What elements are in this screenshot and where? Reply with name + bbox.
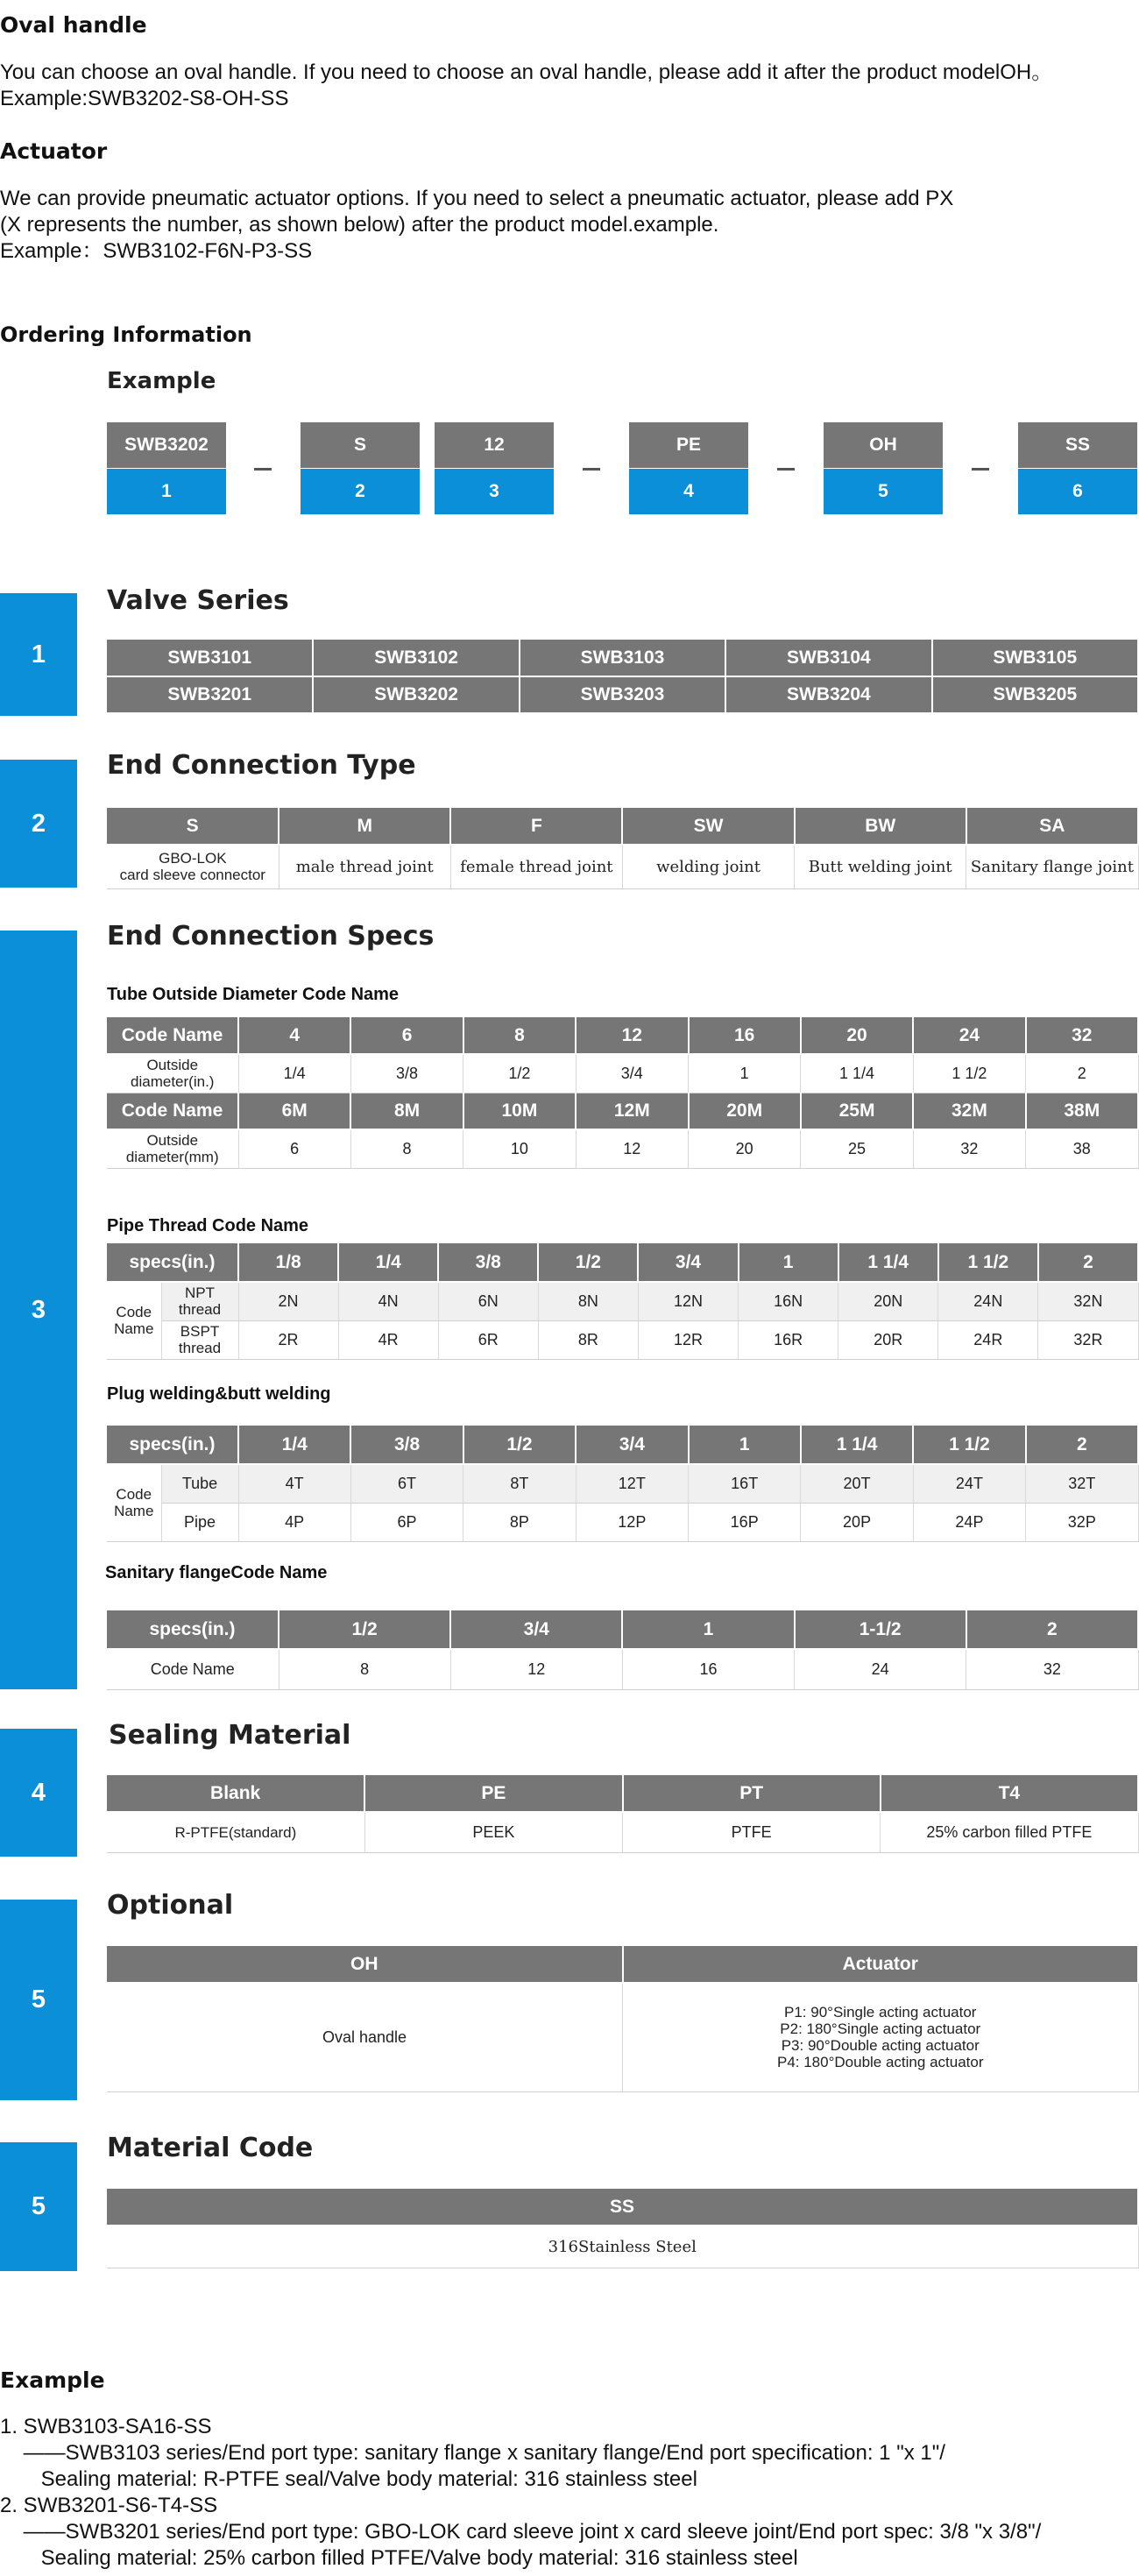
plug-pipe-label: Pipe [161, 1503, 238, 1541]
bspt-code: 12R [638, 1320, 738, 1359]
tube-code: 20 [801, 1017, 913, 1054]
tube-code: 6M [238, 1093, 350, 1129]
npt-code: 6N [438, 1282, 538, 1320]
bspt-code: 20R [838, 1320, 938, 1359]
plug-pipe-code: 4P [238, 1503, 350, 1541]
sanitary-spec: 1 [622, 1610, 794, 1649]
plug-spec: 3/4 [576, 1426, 688, 1464]
plug-tube-code: 8T [463, 1464, 576, 1503]
optional-title: Optional [107, 1890, 234, 1921]
bspt-label: BSPT thread [161, 1320, 238, 1359]
tube-code: 25M [801, 1093, 913, 1129]
bspt-code: 6R [438, 1320, 538, 1359]
pipe-spec: 1/4 [338, 1243, 438, 1282]
tube-code: 12M [576, 1093, 688, 1129]
sanitary-spec: 1-1/2 [795, 1610, 966, 1649]
sanitary-code-label: Code Name [107, 1649, 279, 1689]
tube-row-label: Outside diameter(mm) [107, 1129, 238, 1168]
sanitary-code: 32 [966, 1649, 1138, 1689]
pipe-spec: 1 [739, 1243, 838, 1282]
npt-code: 16N [739, 1282, 838, 1320]
actuator-text: We can provide pneumatic actuator options. If you need to select a pneumatic actuator, please add PX (X represents the number, as shown below) after the product model.example. Example：SWB3102-F6N-P3-SS [0, 187, 954, 263]
code-number-box: 2 [301, 469, 420, 514]
ordering-example-label: Example [107, 368, 216, 394]
plug-pipe-code: 24P [913, 1503, 1025, 1541]
pipe-thread-table [107, 1243, 1139, 1360]
sanitary-spec: 1/2 [279, 1610, 450, 1649]
tube-value: 2 [1026, 1054, 1138, 1093]
oval-handle-text: You can choose an oval handle. If you need to choose an oval handle, please add it after the product modelOH。 Example:SWB3202-S8-OH-SS [0, 60, 1053, 110]
tube-code: 4 [238, 1017, 350, 1054]
npt-code: 20N [838, 1282, 938, 1320]
series-cell: SWB3104 [725, 640, 931, 676]
example-line: Sealing material: R-PTFE seal/Valve body material: 316 stainless steel [0, 2467, 697, 2491]
sealing-code: PE [364, 1775, 622, 1812]
pipe-spec: 1/8 [238, 1243, 338, 1282]
plug-spec: 1/2 [463, 1426, 576, 1464]
series-cell: SWB3203 [520, 676, 725, 713]
plug-welding-table [107, 1426, 1139, 1542]
plug-spec: 3/8 [350, 1426, 463, 1464]
series-cell: SWB3101 [107, 640, 313, 676]
type-code: F [450, 808, 622, 845]
bspt-code: 32R [1038, 1320, 1138, 1359]
plug-tube-code: 16T [689, 1464, 801, 1503]
code-box: PE [629, 422, 748, 468]
plug-spec: 1/4 [238, 1426, 350, 1464]
tube-code: 6 [350, 1017, 463, 1054]
npt-label: NPT thread [161, 1282, 238, 1320]
tube-od-table [107, 1017, 1139, 1169]
end-connection-type-title: End Connection Type [107, 750, 416, 781]
code-box: 12 [435, 422, 554, 468]
code-number-box: 4 [629, 469, 748, 514]
npt-code: 4N [338, 1282, 438, 1320]
sealing-value: PEEK [364, 1812, 622, 1852]
tube-value: 1 1/4 [801, 1054, 913, 1093]
type-desc: Butt welding joint [795, 845, 966, 888]
npt-code: 2N [238, 1282, 338, 1320]
tube-code: 8 [463, 1017, 576, 1054]
type-code: BW [795, 808, 966, 845]
separator-dash [254, 468, 272, 471]
sealing-value: R-PTFE(standard) [107, 1812, 364, 1852]
tube-value: 38 [1026, 1129, 1138, 1168]
section-number-1: 1 [0, 593, 77, 716]
code-number-box: 3 [435, 469, 554, 514]
optional-oh-value: Oval handle [107, 1983, 623, 2091]
section-number-3: 3 [0, 931, 77, 1689]
code-box: OH [824, 422, 943, 468]
tube-code: 12 [576, 1017, 688, 1054]
bspt-code: 8R [538, 1320, 638, 1359]
tube-value: 1 [689, 1054, 801, 1093]
plug-tube-code: 6T [350, 1464, 463, 1503]
npt-code: 24N [938, 1282, 1038, 1320]
bspt-code: 24R [938, 1320, 1038, 1359]
actuator-option: P4: 180°Double acting actuator [776, 2054, 984, 2071]
plug-pipe-code: 12P [576, 1503, 688, 1541]
plug-tube-code: 4T [238, 1464, 350, 1503]
material-code-table [107, 2189, 1139, 2268]
series-cell: SWB3204 [725, 676, 931, 713]
bspt-code: 16R [739, 1320, 838, 1359]
plug-spec: 1 [689, 1426, 801, 1464]
bspt-code: 4R [338, 1320, 438, 1359]
series-cell: SWB3201 [107, 676, 313, 713]
sealing-value: 25% carbon filled PTFE [881, 1812, 1138, 1852]
type-code: SA [966, 808, 1138, 845]
sanitary-header-label: specs(in.) [107, 1610, 279, 1649]
end-connection-type-table [107, 808, 1139, 889]
tube-value: 20 [689, 1129, 801, 1168]
sealing-code: T4 [881, 1775, 1138, 1812]
plug-tube-code: 20T [801, 1464, 913, 1503]
sanitary-code: 8 [279, 1649, 450, 1689]
type-desc: male thread joint [279, 845, 450, 888]
code-number-box: 6 [1018, 469, 1137, 514]
plug-pipe-code: 20P [801, 1503, 913, 1541]
example-line: 1. SWB3103-SA16-SS [0, 2415, 212, 2438]
tube-value: 8 [350, 1129, 463, 1168]
bspt-code: 2R [238, 1320, 338, 1359]
valve-series-title: Valve Series [107, 585, 289, 616]
series-cell: SWB3103 [520, 640, 725, 676]
pipe-thread-title: Pipe Thread Code Name [107, 1216, 309, 1235]
tube-code: 38M [1026, 1093, 1138, 1129]
tube-row-label: Outside diameter(in.) [107, 1054, 238, 1093]
optional-header: Actuator [623, 1946, 1139, 1983]
sanitary-code: 16 [622, 1649, 794, 1689]
tube-value: 1/2 [463, 1054, 576, 1093]
ordering-title: Ordering Information [0, 322, 252, 347]
tube-code: 32M [913, 1093, 1025, 1129]
tube-header-label: Code Name [107, 1017, 238, 1054]
code-number-box: 5 [824, 469, 943, 514]
tube-value: 25 [801, 1129, 913, 1168]
tube-value: 1 1/2 [913, 1054, 1025, 1093]
separator-dash [583, 468, 600, 471]
tube-header-label: Code Name [107, 1093, 238, 1129]
material-value: 316Stainless Steel [107, 2226, 1138, 2268]
pipe-code-label: Code Name [107, 1282, 161, 1359]
plug-pipe-code: 8P [463, 1503, 576, 1541]
section-number-5-optional: 5 [0, 1900, 77, 2100]
type-desc: welding joint [622, 845, 794, 888]
plug-welding-title: Plug welding&butt welding [107, 1384, 331, 1404]
type-code: SW [622, 808, 794, 845]
pipe-spec: 1 1/2 [938, 1243, 1038, 1282]
end-connection-specs-title: End Connection Specs [107, 921, 435, 952]
section-number-5-material: 5 [0, 2142, 77, 2271]
code-box: S [301, 422, 420, 468]
tube-value: 10 [463, 1129, 576, 1168]
actuator-option: P1: 90°Single acting actuator [784, 2004, 977, 2021]
pipe-spec: 1/2 [538, 1243, 638, 1282]
series-cell: SWB3102 [313, 640, 519, 676]
actuator-option: P3: 90°Double acting actuator [781, 2037, 980, 2055]
actuator-option: P2: 180°Single acting actuator [780, 2020, 981, 2038]
sanitary-code: 12 [450, 1649, 622, 1689]
pipe-spec: 3/8 [438, 1243, 538, 1282]
plug-pipe-code: 32P [1026, 1503, 1138, 1541]
sanitary-spec: 2 [966, 1610, 1138, 1649]
series-cell: SWB3205 [932, 676, 1138, 713]
plug-spec: 1 1/4 [801, 1426, 913, 1464]
separator-dash [777, 468, 795, 471]
tube-od-title: Tube Outside Diameter Code Name [107, 985, 400, 1004]
actuator-heading: Actuator [0, 138, 108, 164]
plug-tube-code: 12T [576, 1464, 688, 1503]
example-line: ——SWB3103 series/End port type: sanitary flange x sanitary flange/End port specification: 1 "x 1"/ [0, 2441, 945, 2465]
tube-value: 3/4 [576, 1054, 688, 1093]
tube-value: 6 [238, 1129, 350, 1168]
tube-value: 32 [913, 1129, 1025, 1168]
sanitary-flange-table [107, 1610, 1139, 1690]
code-number-box: 1 [107, 469, 226, 514]
oval-handle-heading: Oval handle [0, 12, 147, 38]
plug-tube-code: 32T [1026, 1464, 1138, 1503]
sealing-code: PT [623, 1775, 881, 1812]
tube-value: 12 [576, 1129, 688, 1168]
type-desc: female thread joint [450, 845, 622, 888]
type-code: M [279, 808, 450, 845]
tube-code: 20M [689, 1093, 801, 1129]
examples-title: Example [0, 2367, 105, 2393]
tube-value: 3/8 [350, 1054, 463, 1093]
tube-code: 16 [689, 1017, 801, 1054]
sealing-material-title: Sealing Material [109, 1720, 351, 1751]
code-box: SS [1018, 422, 1137, 468]
type-desc: GBO-LOK card sleeve connector [107, 845, 279, 888]
optional-table [107, 1946, 1139, 2092]
series-cell: SWB3202 [313, 676, 519, 713]
tube-code: 24 [913, 1017, 1025, 1054]
npt-code: 8N [538, 1282, 638, 1320]
sealing-code: Blank [107, 1775, 364, 1812]
sealing-value: PTFE [623, 1812, 881, 1852]
plug-tube-code: 24T [913, 1464, 1025, 1503]
plug-tube-label: Tube [161, 1464, 238, 1503]
tube-code: 10M [463, 1093, 576, 1129]
separator-dash [972, 468, 989, 471]
valve-series-table [107, 640, 1139, 714]
code-box: SWB3202 [107, 422, 226, 468]
pipe-header-label: specs(in.) [107, 1243, 238, 1282]
plug-header-label: specs(in.) [107, 1426, 238, 1464]
actuator-options [623, 1983, 1139, 2091]
plug-pipe-code: 6P [350, 1503, 463, 1541]
plug-spec: 2 [1026, 1426, 1138, 1464]
npt-code: 12N [638, 1282, 738, 1320]
sealing-material-table [107, 1775, 1139, 1853]
examples-list [0, 2414, 1041, 2572]
section-number-4: 4 [0, 1729, 77, 1857]
material-code: SS [107, 2189, 1138, 2226]
optional-header: OH [107, 1946, 623, 1983]
tube-value: 1/4 [238, 1054, 350, 1093]
npt-code: 32N [1038, 1282, 1138, 1320]
type-desc: Sanitary flange joint [966, 845, 1138, 888]
pipe-spec: 1 1/4 [838, 1243, 938, 1282]
tube-code: 32 [1026, 1017, 1138, 1054]
pipe-spec: 3/4 [638, 1243, 738, 1282]
material-code-title: Material Code [107, 2133, 314, 2163]
series-cell: SWB3105 [932, 640, 1138, 676]
example-line: ——SWB3201 series/End port type: GBO-LOK card sleeve joint x card sleeve joint/End port spec: 3/8 "x 3/8"/ [0, 2520, 1042, 2544]
sanitary-code: 24 [795, 1649, 966, 1689]
type-code: S [107, 808, 279, 845]
sanitary-spec: 3/4 [450, 1610, 622, 1649]
example-line: Sealing material: 25% carbon filled PTFE/Valve body material: 316 stainless steel [0, 2546, 798, 2570]
section-number-2: 2 [0, 760, 77, 888]
plug-code-label: Code Name [107, 1464, 161, 1541]
example-line: 2. SWB3201-S6-T4-SS [0, 2494, 218, 2517]
sanitary-flange-title: Sanitary flangeCode Name [105, 1563, 328, 1582]
plug-pipe-code: 16P [689, 1503, 801, 1541]
plug-spec: 1 1/2 [913, 1426, 1025, 1464]
pipe-spec: 2 [1038, 1243, 1138, 1282]
tube-code: 8M [350, 1093, 463, 1129]
